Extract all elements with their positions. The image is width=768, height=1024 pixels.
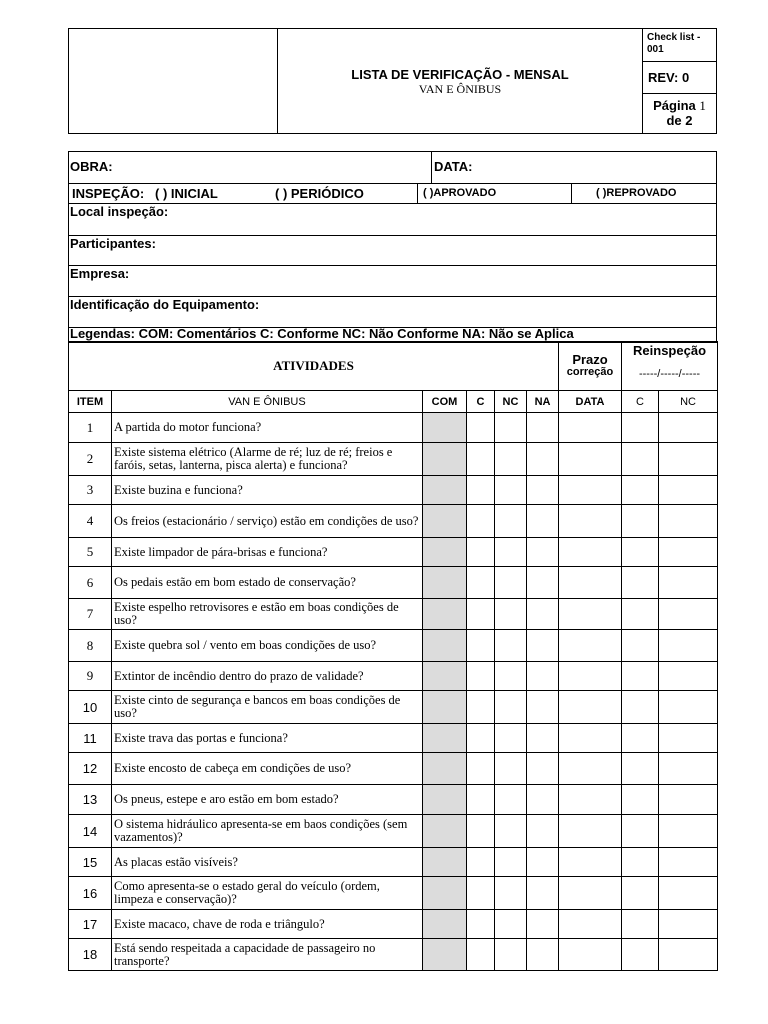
reinspecao-date-mask: -----/-----/----- (638, 368, 701, 380)
nc-cell[interactable] (495, 538, 527, 567)
reinspecao-header (622, 342, 718, 391)
item-number: 2 (69, 443, 112, 476)
local-label: Local inspeção: (70, 204, 169, 219)
na-cell[interactable] (527, 413, 559, 443)
com-cell[interactable] (423, 910, 467, 939)
empresa-label: Empresa: (70, 266, 130, 281)
item-number: 4 (69, 505, 112, 538)
item-number: 9 (69, 662, 112, 691)
na-cell[interactable] (527, 939, 559, 971)
atividades-header: ATIVIDADES (69, 342, 559, 391)
reinsp-c-cell[interactable] (622, 910, 659, 939)
na-cell[interactable] (527, 599, 559, 630)
table-row (69, 815, 718, 848)
reinsp-c-cell[interactable] (622, 939, 659, 971)
data-cell[interactable] (559, 848, 622, 877)
reinsp-nc-cell[interactable] (659, 877, 718, 910)
com-cell[interactable] (423, 753, 467, 785)
data-cell[interactable] (559, 505, 622, 538)
c-cell[interactable] (467, 910, 495, 939)
item-description: Os freios (estacionário / serviço) estão em condições de uso? (112, 505, 423, 538)
divider (571, 184, 572, 203)
com-cell[interactable] (423, 785, 467, 815)
section-header-row (69, 342, 718, 391)
title-block (278, 29, 643, 133)
item-number: 6 (69, 567, 112, 599)
divider (417, 184, 418, 203)
table-row (69, 724, 718, 753)
table-row (69, 910, 718, 939)
item-number: 14 (69, 815, 112, 848)
nc-cell[interactable] (495, 443, 527, 476)
prazo-header (559, 342, 622, 391)
document-header (68, 28, 717, 134)
na-cell[interactable] (527, 815, 559, 848)
com-cell[interactable] (423, 476, 467, 505)
item-number: 16 (69, 877, 112, 910)
data-label: DATA: (434, 159, 473, 174)
document-title: LISTA DE VERIFICAÇÃO - MENSAL (351, 67, 569, 82)
empresa-row (69, 266, 716, 297)
com-cell[interactable] (423, 505, 467, 538)
nc-cell[interactable] (495, 848, 527, 877)
com-cell[interactable] (423, 567, 467, 599)
item-description: Existe espelho retrovisores e estão em boas condições de uso? (112, 599, 423, 630)
legend-row (69, 328, 716, 342)
na-cell[interactable] (527, 505, 559, 538)
divider (431, 152, 432, 183)
nc-cell[interactable] (495, 724, 527, 753)
reinsp-c-cell[interactable] (622, 662, 659, 691)
data-cell[interactable] (559, 724, 622, 753)
na-cell[interactable] (527, 476, 559, 505)
nc-cell[interactable] (495, 476, 527, 505)
item-description: Existe limpador de pára-brisas e funciona? (112, 538, 423, 567)
reinsp-c-cell[interactable] (622, 538, 659, 567)
item-description: Extintor de incêndio dentro do prazo de validade? (112, 662, 423, 691)
page-total: de 2 (666, 113, 693, 128)
col-c: C (467, 391, 495, 413)
table-row (69, 848, 718, 877)
reinsp-c-cell[interactable] (622, 691, 659, 724)
table-row (69, 476, 718, 505)
item-description: O sistema hidráulico apresenta-se em baos condições (sem vazamentos)? (112, 815, 423, 848)
c-cell[interactable] (467, 939, 495, 971)
na-cell[interactable] (527, 724, 559, 753)
c-cell[interactable] (467, 785, 495, 815)
item-description: Existe encosto de cabeça em condições de uso? (112, 753, 423, 785)
com-cell[interactable] (423, 848, 467, 877)
col-item: ITEM (69, 391, 112, 413)
item-number: 3 (69, 476, 112, 505)
reinsp-nc-cell[interactable] (659, 567, 718, 599)
c-cell[interactable] (467, 599, 495, 630)
nc-cell[interactable] (495, 691, 527, 724)
data-cell[interactable] (559, 785, 622, 815)
item-number: 15 (69, 848, 112, 877)
table-row (69, 662, 718, 691)
item-description: Existe macaco, chave de roda e triângulo? (112, 910, 423, 939)
inspection-info (68, 151, 717, 343)
na-cell[interactable] (527, 538, 559, 567)
col-data: DATA (559, 391, 622, 413)
na-cell[interactable] (527, 877, 559, 910)
checklist-table-wrapper (68, 341, 717, 971)
participantes-row (69, 236, 716, 266)
table-row (69, 443, 718, 476)
c-cell[interactable] (467, 630, 495, 662)
c-cell[interactable] (467, 815, 495, 848)
reinsp-c-cell[interactable] (622, 753, 659, 785)
periodico-checkbox[interactable]: ( ) PERIÓDICO (275, 186, 364, 201)
c-cell[interactable] (467, 753, 495, 785)
nc-cell[interactable] (495, 910, 527, 939)
reinsp-c-cell[interactable] (622, 567, 659, 599)
revision-label: REV: 0 (643, 62, 716, 94)
com-cell[interactable] (423, 443, 467, 476)
participantes-label: Participantes: (70, 236, 156, 251)
item-number: 5 (69, 538, 112, 567)
equipamento-row (69, 297, 716, 328)
na-cell[interactable] (527, 662, 559, 691)
reprovado-checkbox[interactable]: ( )REPROVADO (596, 187, 677, 199)
reinsp-c-cell[interactable] (622, 630, 659, 662)
reinsp-c-cell[interactable] (622, 443, 659, 476)
reinsp-c-cell[interactable] (622, 848, 659, 877)
table-row (69, 691, 718, 724)
page-label: Página (653, 98, 696, 113)
data-cell[interactable] (559, 691, 622, 724)
reinsp-c-cell[interactable] (622, 413, 659, 443)
table-row (69, 505, 718, 538)
item-number: 18 (69, 939, 112, 971)
c-cell[interactable] (467, 662, 495, 691)
com-cell[interactable] (423, 691, 467, 724)
com-cell[interactable] (423, 815, 467, 848)
item-description: Existe cinto de segurança e bancos em boas condições de uso? (112, 691, 423, 724)
item-description: Existe trava das portas e funciona? (112, 724, 423, 753)
reinsp-nc-cell[interactable] (659, 753, 718, 785)
document-subtitle: VAN E ÔNIBUS (418, 82, 502, 96)
table-row (69, 413, 718, 443)
com-cell[interactable] (423, 630, 467, 662)
item-number: 11 (69, 724, 112, 753)
na-cell[interactable] (527, 443, 559, 476)
c-cell[interactable] (467, 505, 495, 538)
reinsp-nc-cell[interactable] (659, 443, 718, 476)
com-cell[interactable] (423, 939, 467, 971)
inicial-checkbox[interactable]: ( ) INICIAL (155, 186, 218, 201)
com-cell[interactable] (423, 662, 467, 691)
na-cell[interactable] (527, 785, 559, 815)
reinsp-nc-cell[interactable] (659, 724, 718, 753)
data-cell[interactable] (559, 538, 622, 567)
table-row (69, 877, 718, 910)
reinsp-c-cell[interactable] (622, 724, 659, 753)
c-cell[interactable] (467, 538, 495, 567)
na-cell[interactable] (527, 691, 559, 724)
document-control-block (643, 29, 716, 133)
c-cell[interactable] (467, 443, 495, 476)
table-row (69, 567, 718, 599)
item-number: 8 (69, 630, 112, 662)
col-nc: NC (495, 391, 527, 413)
col-description: VAN E ÔNIBUS (112, 391, 423, 413)
inspecao-label: INSPEÇÃO: (72, 186, 145, 201)
nc-cell[interactable] (495, 785, 527, 815)
table-row (69, 785, 718, 815)
item-number: 13 (69, 785, 112, 815)
data-cell[interactable] (559, 599, 622, 630)
data-cell[interactable] (559, 877, 622, 910)
item-description: Existe sistema elétrico (Alarme de ré; luz de ré; freios e faróis, setas, lanterna, pisca alerta) e funciona? (112, 443, 423, 476)
na-cell[interactable] (527, 630, 559, 662)
data-cell[interactable] (559, 476, 622, 505)
data-cell[interactable] (559, 753, 622, 785)
table-row (69, 599, 718, 630)
com-cell[interactable] (423, 724, 467, 753)
aprovado-checkbox[interactable]: ( )APROVADO (423, 187, 497, 199)
table-row (69, 538, 718, 567)
na-cell[interactable] (527, 567, 559, 599)
nc-cell[interactable] (495, 815, 527, 848)
c-cell[interactable] (467, 691, 495, 724)
data-cell[interactable] (559, 662, 622, 691)
com-cell[interactable] (423, 413, 467, 443)
checklist-table (68, 341, 718, 971)
inspecao-row (69, 184, 716, 204)
item-description: Os pedais estão em bom estado de conservação? (112, 567, 423, 599)
reinsp-nc-cell[interactable] (659, 476, 718, 505)
reinsp-c-cell[interactable] (622, 505, 659, 538)
na-cell[interactable] (527, 753, 559, 785)
local-row (69, 204, 716, 236)
item-number: 1 (69, 413, 112, 443)
reinsp-c-cell[interactable] (622, 476, 659, 505)
item-description: Existe quebra sol / vento em boas condições de uso? (112, 630, 423, 662)
data-cell[interactable] (559, 939, 622, 971)
item-description: A partida do motor funciona? (112, 413, 423, 443)
col-reinsp-nc: NC (659, 391, 718, 413)
item-number: 12 (69, 753, 112, 785)
legend-text: Legendas: COM: Comentários C: Conforme NC: Não Conforme NA: Não se Aplica (70, 326, 574, 341)
reinsp-c-cell[interactable] (622, 785, 659, 815)
item-description: Está sendo respeitada a capacidade de passageiro no transporte? (112, 939, 423, 971)
com-cell[interactable] (423, 538, 467, 567)
reinsp-nc-cell[interactable] (659, 691, 718, 724)
nc-cell[interactable] (495, 662, 527, 691)
reinsp-nc-cell[interactable] (659, 785, 718, 815)
nc-cell[interactable] (495, 877, 527, 910)
reinsp-nc-cell[interactable] (659, 630, 718, 662)
data-cell[interactable] (559, 910, 622, 939)
c-cell[interactable] (467, 877, 495, 910)
reinsp-nc-cell[interactable] (659, 505, 718, 538)
equipamento-label: Identificação do Equipamento: (70, 297, 260, 312)
reinsp-c-cell[interactable] (622, 599, 659, 630)
item-number: 17 (69, 910, 112, 939)
data-cell[interactable] (559, 815, 622, 848)
com-cell[interactable] (423, 599, 467, 630)
data-cell[interactable] (559, 413, 622, 443)
nc-cell[interactable] (495, 567, 527, 599)
reinsp-nc-cell[interactable] (659, 413, 718, 443)
reinsp-nc-cell[interactable] (659, 538, 718, 567)
checklist-body (69, 413, 718, 971)
obra-label: OBRA: (70, 159, 113, 174)
reinsp-nc-cell[interactable] (659, 815, 718, 848)
na-cell[interactable] (527, 910, 559, 939)
table-row (69, 939, 718, 971)
obra-row (69, 152, 716, 184)
prazo-label: Prazo (572, 352, 608, 367)
nc-cell[interactable] (495, 630, 527, 662)
checklist-code: Check list - 001 (643, 29, 716, 62)
table-row (69, 630, 718, 662)
c-cell[interactable] (467, 567, 495, 599)
data-cell[interactable] (559, 443, 622, 476)
c-cell[interactable] (467, 848, 495, 877)
column-header-row (69, 391, 718, 413)
nc-cell[interactable] (495, 505, 527, 538)
c-cell[interactable] (467, 724, 495, 753)
item-description: As placas estão visíveis? (112, 848, 423, 877)
c-cell[interactable] (467, 476, 495, 505)
item-description: Como apresenta-se o estado geral do veículo (ordem, limpeza e conservação)? (112, 877, 423, 910)
nc-cell[interactable] (495, 939, 527, 971)
col-na: NA (527, 391, 559, 413)
reinsp-nc-cell[interactable] (659, 662, 718, 691)
nc-cell[interactable] (495, 599, 527, 630)
data-cell[interactable] (559, 630, 622, 662)
page-number: 1 (699, 98, 706, 113)
reinspecao-label: Reinspeção (633, 343, 707, 358)
data-cell[interactable] (559, 567, 622, 599)
reinsp-nc-cell[interactable] (659, 848, 718, 877)
reinsp-c-cell[interactable] (622, 815, 659, 848)
na-cell[interactable] (527, 848, 559, 877)
reinsp-nc-cell[interactable] (659, 910, 718, 939)
col-reinsp-c: C (622, 391, 659, 413)
reinsp-c-cell[interactable] (622, 877, 659, 910)
logo-area (69, 29, 278, 133)
c-cell[interactable] (467, 413, 495, 443)
item-number: 10 (69, 691, 112, 724)
item-description: Existe buzina e funciona? (112, 476, 423, 505)
col-com: COM (423, 391, 467, 413)
item-description: Os pneus, estepe e aro estão em bom estado? (112, 785, 423, 815)
item-number: 7 (69, 599, 112, 630)
correcao-label: correção (566, 366, 614, 378)
reinsp-nc-cell[interactable] (659, 939, 718, 971)
reinsp-nc-cell[interactable] (659, 599, 718, 630)
page-indicator (643, 94, 716, 133)
table-row (69, 753, 718, 785)
nc-cell[interactable] (495, 753, 527, 785)
nc-cell[interactable] (495, 413, 527, 443)
com-cell[interactable] (423, 877, 467, 910)
